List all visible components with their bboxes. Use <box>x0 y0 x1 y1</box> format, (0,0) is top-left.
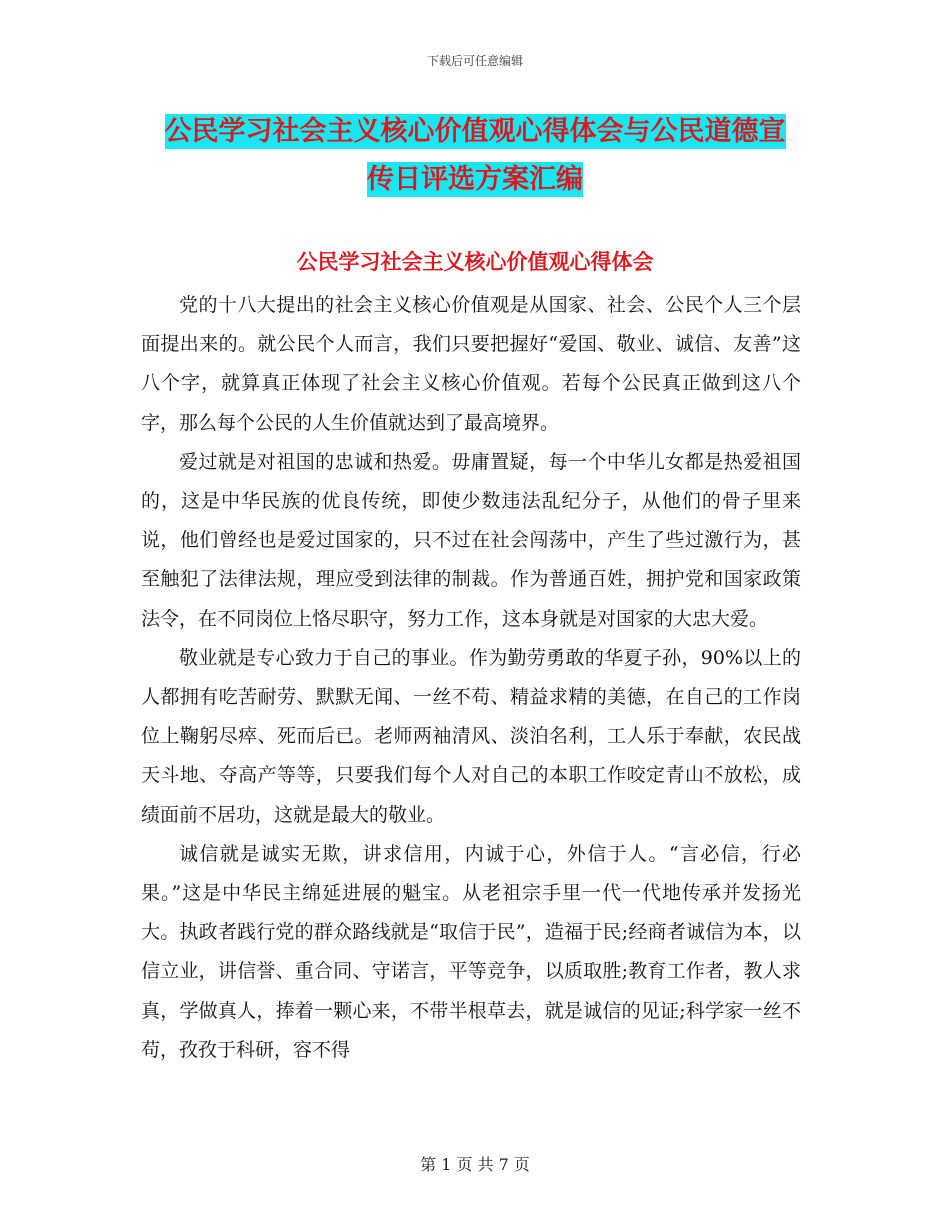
document-title <box>150 108 800 204</box>
document-title-line-2: 传日评选方案汇编 <box>367 164 583 195</box>
paragraph-3: 敬业就是专心致力于自己的事业。作为勤劳勇敢的华夏子孙，90%以上的人都拥有吃苦耐劳、默默无闻、一丝不苟、精益求精的美德，在自己的工作岗位上鞠躬尽瘁、死而后已。老师两袖清风、淡泊名利，工人乐于奉献，农民战天斗地、夺高产等等，只要我们每个人对自己的本职工作咬定青山不放松，成绩面前不居功，这就是最大的敬业。 <box>141 646 801 826</box>
document-title-line-1: 公民学习社会主义核心价值观心得体会与公民道德宣 <box>164 116 786 147</box>
paragraph-2: 爱过就是对祖国的忠诚和热爱。毋庸置疑，每一个中华儿女都是热爱祖国的，这是中华民族的优良传统，即使少数违法乱纪分子，从他们的骨子里来说，他们曾经也是爱过国家的，只不过在社会闯荡中，产生了些过激行为，甚至触犯了法律法规，理应受到法律的制裁。作为普通百姓，拥护党和国家政策法令，在不同岗位上恪尽职守，努力工作，这本身就是对国家的大忠大爱。 <box>141 450 801 630</box>
paragraph-4: 诚信就是诚实无欺，讲求信用，内诚于心，外信于人。“言必信，行必果。”这是中华民主绵延进展的魁宝。从老祖宗手里一代一代地传承并发扬光大。执政者践行党的群众路线就是“取信于民”，造福于民;经商者诚信为本，以信立业，讲信誉、重合同、守诺言，平等竞争，以质取胜;教育工作者，教人求真，学做真人，捧着一颗心来，不带半根草去，就是诚信的见证;科学家一丝不苟，孜孜于科研，容不得 <box>141 842 801 1061</box>
body-text <box>141 286 801 1070</box>
section-title: 公民学习社会主义核心价值观心得体会 <box>296 250 654 274</box>
page-header-note: 下载后可任意编辑 <box>426 54 523 68</box>
paragraph-1: 党的十八大提出的社会主义核心价值观是从国家、社会、公民个人三个层面提出来的。就公民个人而言，我们只要把握好“爱国、敬业、诚信、友善”这八个字，就算真正体现了社会主义核心价值观。若每个公民真正做到这八个字，那么每个公民的人生价值就达到了最高境界。 <box>141 294 801 434</box>
page-footer: 第 1 页 共 7 页 <box>420 1155 530 1174</box>
